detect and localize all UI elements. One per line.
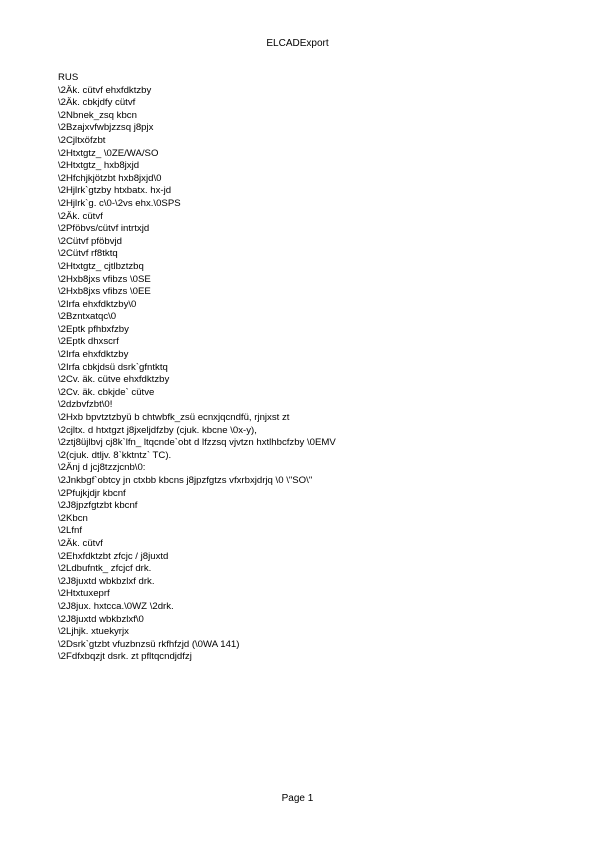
document-line: \2Äk. cütvf ehxfdktzby (58, 84, 152, 96)
document-header-title: ELCADExport (266, 38, 329, 49)
document-line: \2Hxb bpvtztzbyü b chtwbfk_zsü ecnxjqcndfü, rjnjxst zt (58, 412, 290, 424)
document-line: \2Irfa cbkjdsü dsrk`gfntktq (58, 361, 168, 373)
document-line: \2Htxtgtz_ hxb8jxjd (58, 160, 140, 172)
document-line: \2Ehxfdktzbt zfcjc / j8juxtd (58, 550, 169, 562)
document-line: \2Ljhjk. xtuekyrjx (58, 626, 129, 638)
document-line: \2Kbcn (58, 512, 88, 524)
document-line: RUS (58, 72, 79, 83)
document-line: \2J8juxtd wbkbzlxf drk. (58, 575, 155, 587)
document-line: \2Cv. äk. cütve ehxfdktzby (58, 374, 170, 386)
document-line: \2Cütvf rf8tktq (58, 248, 118, 260)
document-line: \2Äk. cütvf (58, 537, 103, 549)
document-line: \2Eptk dhxscrf (58, 336, 119, 348)
document-line: \2Eptk pfhbxfzby (58, 323, 129, 335)
document-line: \2Äk. cbkjdfy cütvf (58, 97, 136, 109)
document-line: \2Pfujkjdjr kbcnf (58, 487, 126, 499)
document-line: \2Htxtgtz_ cjtlbztzbq (58, 260, 144, 272)
document-line: \2Nbnek_zsq kbcn (58, 109, 137, 121)
document-line: \2Änj d jcj8tzzjcnb\0: (58, 462, 146, 474)
document-line: \2J8jux. hxtcca.\0WZ \2drk. (58, 600, 174, 612)
document-line: \2Hfchjkjötzbt hxb8jxjd\0 (58, 172, 162, 184)
document-line: \2Htxtuxeprf (58, 588, 110, 600)
document-line: \2Htxtgtz_ \0ZE/WA/SO (58, 147, 159, 159)
document-line: \2Cütvf pföbvjd (58, 235, 122, 247)
document-line: \2Cjltxöfzbt (58, 134, 106, 146)
document-line: \2Bzntxatqc\0 (58, 311, 117, 323)
document-line: \2Äk. cütvf (58, 210, 103, 222)
document-line: \2Hxb8jxs vfibzs \0SE (58, 273, 151, 285)
document-line: \2Pföbvs/cütvf intrtxjd (58, 223, 150, 235)
document-line: \2ztj8üjlbvj cj8k`lfn_ ltqcnde`obt d lfzzsq vjvtzn hxtlhbcfzby \0EMV (58, 437, 336, 449)
document-line: \2Bzajxvfwbjzzsq j8pjx (58, 122, 154, 134)
document-line: \2Cv. äk. cbkjde` cütve (58, 386, 155, 398)
document-body (58, 72, 578, 664)
document-line: \2Dsrk`gtzbt vfuzbnzsü rkfhfzjd (\0WA 141) (58, 638, 240, 650)
document-line: \2Fdfxbqzjt dsrk. zt pfltqcndjdfzj (58, 651, 192, 663)
document-line: \2(cjuk. dtljv. 8`kktntz` TC). (58, 449, 172, 461)
document-line: \2Hjlrk`g. c\0-\2vs ehx.\0SPS (58, 197, 181, 209)
document-line: \2dzbvfzbt\0! (58, 399, 113, 411)
document-line: \2Hxb8jxs vfibzs \0EE (58, 286, 151, 298)
document-line: \2Irfa ehxfdktzby (58, 349, 129, 361)
document-line: \2Hjlrk`gtzby htxbatx. hx-jd (58, 185, 172, 197)
document-line: \2Ldbufntk_ zfcjcf drk. (58, 563, 152, 575)
document-line: \2cjltx. d htxtgzt j8jxeljdfzby (cjuk. kbcne \0x-y), (58, 424, 257, 436)
document-line: \2Irfa ehxfdktzby\0 (58, 298, 137, 310)
document-line: \2Lfnf (58, 525, 83, 537)
document-line: \2J8juxtd wbkbzlxf\0 (58, 613, 144, 625)
page-number: Page 1 (281, 793, 314, 804)
document-line: \2J8jpzfgtzbt kbcnf (58, 500, 138, 512)
document-line: \2Jnkbgf`obtcy jn ctxbb kbcns j8jpzfgtzs vfxrbxjdrjq \0 \"SO\" (58, 475, 313, 486)
